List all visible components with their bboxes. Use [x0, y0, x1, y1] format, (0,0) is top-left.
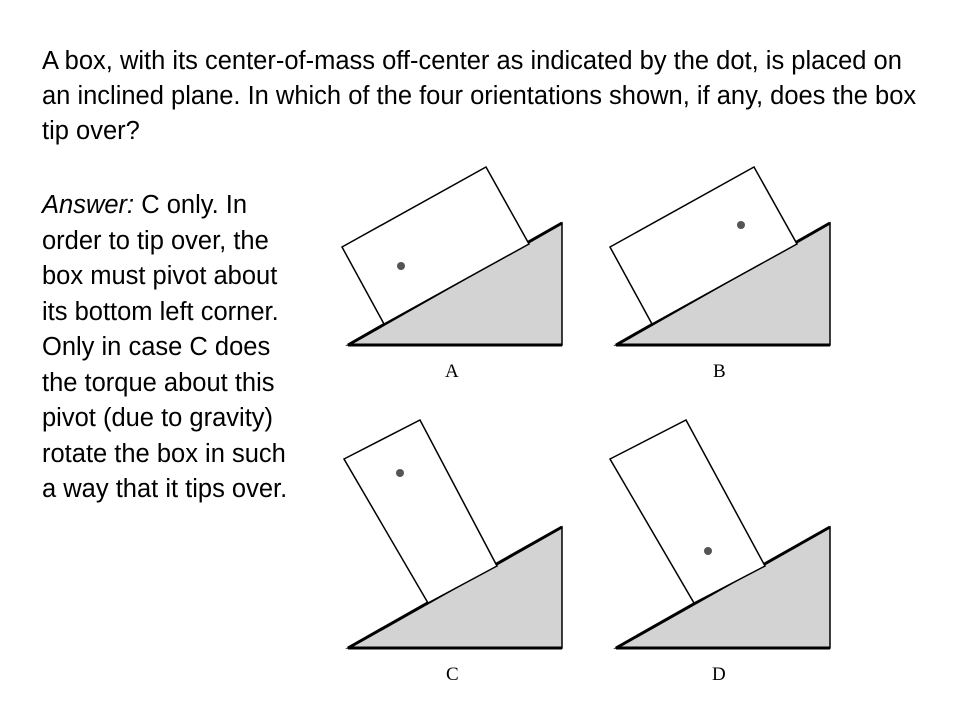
panel-d: [610, 420, 830, 685]
answer-lead: Answer:: [42, 191, 135, 219]
box-d: [610, 420, 765, 603]
panel-b: [610, 167, 830, 382]
panel-label-d: D: [712, 664, 726, 685]
panel-a: [342, 167, 562, 382]
center-of-mass-dot-d: [704, 547, 712, 555]
panel-c: [344, 420, 562, 685]
center-of-mass-dot-b: [737, 221, 745, 229]
box-c: [344, 420, 497, 603]
answer-body: C only. In order to tip over, the box must pivot about its bottom left corner. Only in case C does the torque about this pivot (due to gravity) rotate the box in such a way that it tips over.: [42, 191, 288, 503]
center-of-mass-dot-c: [396, 469, 404, 477]
panel-label-a: A: [445, 361, 459, 382]
center-of-mass-dot-a: [397, 262, 405, 270]
panel-label-c: C: [446, 664, 459, 685]
question-text: A box, with its center-of-mass off-center as indicated by the dot, is placed on an inclined plane. In which of the four orientations shown, if any, does the box tip over?: [42, 47, 917, 145]
panel-label-b: B: [713, 361, 726, 382]
